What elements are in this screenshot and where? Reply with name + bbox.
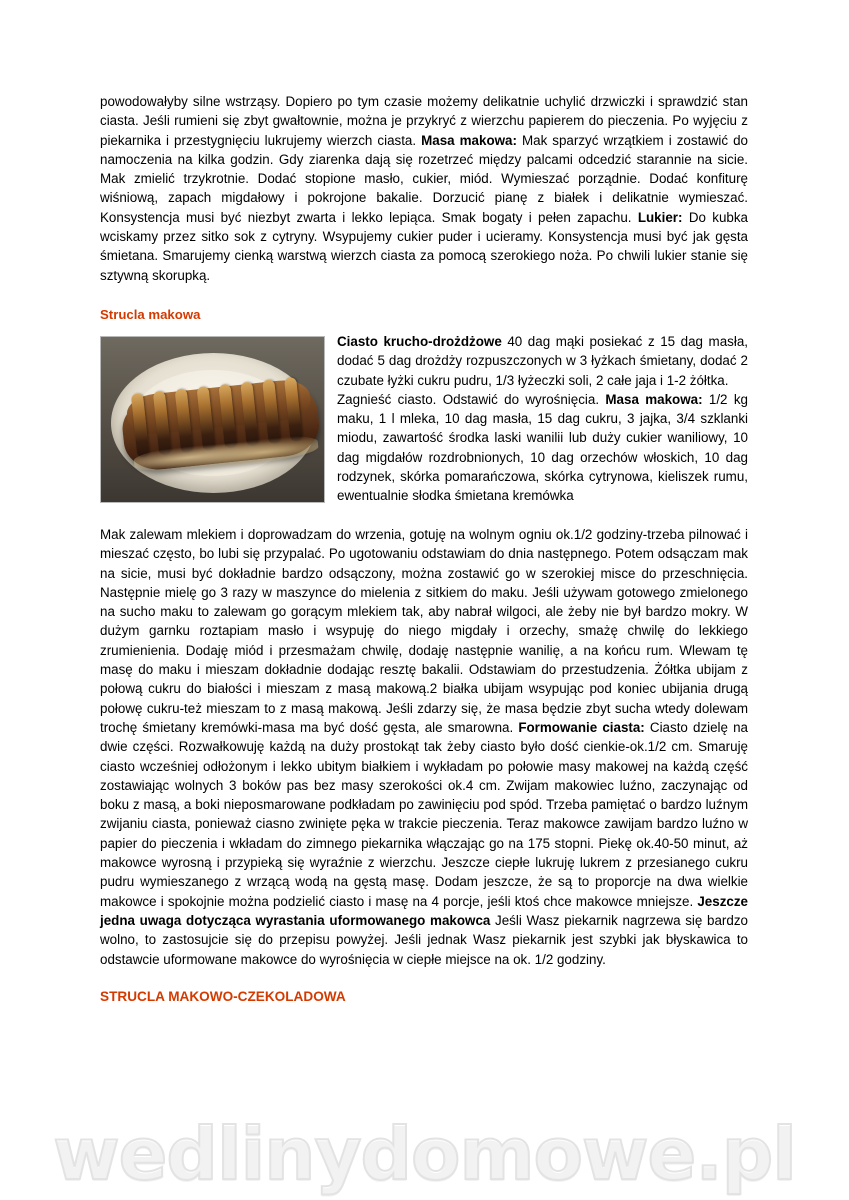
text-run-bold-masa-makowa: Masa makowa: xyxy=(421,132,517,148)
text-run: 1/2 kg maku, 1 l mleka, 10 dag masła, 15 dag cukru, 3 jajka, 3/4 szklanki miodu, zawartość środka laski wanilii lub duży cukier waniliowy, 10 dag migdałów rozdrobnionych, 10 dag orzechów włoskich, 10 dag rodzynek, skórka pomarańczowa, skórka cytrynowa, kieliszek rumu, ewentualnie słodka śmietana kremówka xyxy=(337,391,748,504)
paragraph-intro xyxy=(100,92,748,285)
page-content xyxy=(100,92,748,1004)
text-run: powodowałyby silne wstrząsy. Dopiero po tym czasie możemy delikatnie uchylić drzwiczki i sprawdzić stan ciasta. Jeśli rumieni się zbyt gwałtownie, można je przykryć z wierzchu papierem do pieczenia. Po wyjęciu z piekarnika i przestygnięciu lukrujemy wierzch ciasta. xyxy=(100,94,748,148)
text-run-bold-masa: Masa makowa: xyxy=(605,391,703,407)
text-run: 40 dag mąki posiekać z 15 dag masła, dodać 5 dag drożdży rozpuszczonych w 3 łyżkach śmietany, dodać 2 czubate łyżki cukru pudru, 1/3 łyżeczki soli, 2 całe jaja i 1-2 żółtka. xyxy=(337,333,748,388)
text-run: Ciasto dzielę na dwie części. Rozwałkowuję każdą na duży prostokąt tak żeby ciasto było dość cienkie-ok.1/2 cm. Smaruję ciasto wcześniej odłożonym i lekko ubitym białkiem i wykładam po połowie masy makowej na każdą część zostawiając wolnych 3 boków pas bez masy szerokości ok.4 cm. Zwijam makowiec luźno, zaczynając od boku z masą, a boki nieposmarowane podkładam po zawinięciu pod spód. Trzeba pamiętać o bardzo luźnym zwijaniu ciasta, ponieważ ciasno zwinięte pęka w trakcie pieczenia. Teraz makowce zawijam bardzo luźno w papier do pieczenia i wkładam do zimnego piekarnika włączając go na 175 stopni. Piekę ok.40-50 minut, aż makowce wyrosną i przypieką się wyraźnie z wierzchu. Jeszcze ciepłe lukruję lukrem z przesianego cukru pudru wymieszanego z wrzącą wodą na gęstą masę. Dodam jeszcze, że są to proporcje na dwa wielkie makowce i spokojnie można podzielić ciasto i masę na 4 porcje, jeśli ktoś chce makowce mniejsze. xyxy=(100,719,749,909)
text-run-bold-formowanie: Formowanie ciasta: xyxy=(518,719,645,735)
heading-strucla-makowo-czekoladowa: STRUCLA MAKOWO-CZEKOLADOWA xyxy=(100,988,346,1004)
recipe-photo xyxy=(100,336,325,503)
text-run: Jeśli Wasz piekarnik nagrzewa się bardzo wolno, to zastosujcie się do przepisu powyżej. Jeśli jednak Wasz piekarnik jest szybki jak błyskawica to odstawcie uformowane makowce do wyrośnięcia w ciepłe miejsce na ok. 1/2 godziny. xyxy=(100,912,748,967)
text-run: Mak zalewam mlekiem i doprowadzam do wrzenia, gotuję na wolnym ogniu ok.1/2 godziny-trzeba pilnować i mieszać często, bo lubi się przypalać. Po ugotowaniu odstawiam do dnia następnego. Potem odsączam mak na sicie, musi być dokładnie bardzo odsączony, można zostawić go w szerokiej misce do przeschnięcia. Następnie mielę go 3 razy w maszynce do mielenia z sitkiem do maku. Jeśli używam gotowego zmielonego na sucho maku to zalewam go gorącym mlekiem tak, aby nabrał wilgoci, ale żeby nie był bardzo mokry. W dużym garnku roztapiam masło i wsypuję do niego migdały i orzechy, smażę chwilę do lekkiego zrumienienia. Dodaję miód i przesmażam chwilę, dodaję następnie wanilię, a na końcu rum. Wlewam tę masę do maku i mieszam dokładnie dodając resztę bakalii. Odstawiam do przestudzenia. Żółtka ubijam z połową cukru do białości i mieszam z masą makową.2 białka ubijam wsypując pod koniec ubijania drugą połowę cukru-też mieszam to z masą makową. Jeśli zdarzy się, że masa będzie zbyt sucha wtedy dolewam trochę śmietany kremówki-masa ma być dość gęsta, ale smarowna. xyxy=(100,526,748,735)
text-run-bold-uwaga: Jeszcze jedna uwaga dotycząca wyrastania uformowanego makowca xyxy=(100,893,748,928)
text-run: Do kubka wciskamy przez sitko sok z cytryny. Wsypujemy cukier puder i ucieramy. Konsystencja musi być jak gęsta śmietana. Smarujemy cienką warstwą wierzch ciasta za pomocą szerokiego noża. Po chwili lukier stanie się sztywną skorupką. xyxy=(100,209,748,283)
recipe-block xyxy=(100,332,748,507)
plate-shape xyxy=(111,353,316,493)
watermark: wedlinydomowe.pl xyxy=(53,1112,796,1196)
heading-strucla-makowa: Strucla makowa xyxy=(100,306,201,322)
text-run: Zagnieść ciasto. Odstawić do wyrośnięcia. xyxy=(337,391,606,407)
paragraph-method xyxy=(100,525,748,969)
text-run-bold-ciasto: Ciasto krucho-drożdżowe xyxy=(337,333,502,349)
text-run: Mak sparzyć wrzątkiem i zostawić do namoczenia na kilka godzin. Gdy ziarenka dają się rozetrzeć między palcami odcedzić starannie na sicie. Mak zmielić trzykrotnie. Dodać stopione masło, cukier, miód. Wymieszać porządnie. Dodać konfiturę wiśniową, zapach migdałowy i pokrojone bakalie. Dorzucić pianę z białek i delikatnie wymieszać. Konsystencja musi być niezbyt zwarta i lekko lepiąca. Smak bogaty i pełen zapachu. xyxy=(100,132,748,225)
text-run-bold-lukier: Lukier: xyxy=(637,209,683,225)
